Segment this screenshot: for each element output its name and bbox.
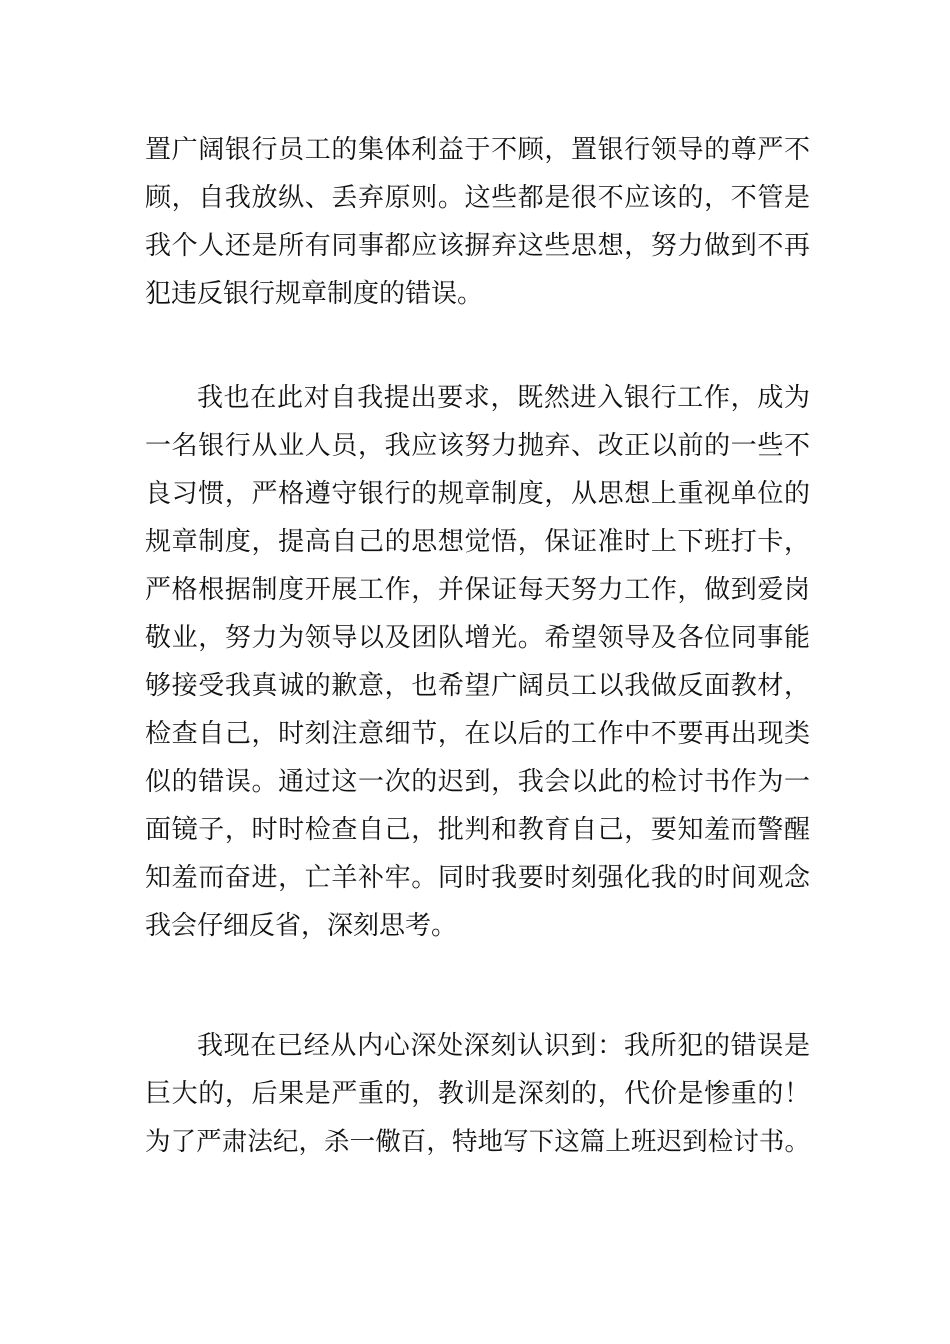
- paragraph-line: 我现在已经从内心深处深刻认识到：我所犯的错误是: [197, 1031, 810, 1061]
- paragraph-3: [145, 1022, 810, 1166]
- paragraph-2: [145, 374, 810, 950]
- paragraph-1: [145, 126, 810, 318]
- paragraph-line: 良习惯，严格遵守银行的规章制度，从思想上重视单位的: [145, 479, 810, 509]
- paragraph-line: 顾，自我放纵、丢弃原则。这些都是很不应该的，不管是: [145, 183, 810, 213]
- paragraph-line: 规章制度，提高自己的思想觉悟，保证准时上下班打卡，: [145, 527, 810, 557]
- paragraph-line: 严格根据制度开展工作，并保证每天努力工作，做到爱岗: [145, 575, 810, 605]
- paragraph-line: 似的错误。通过这一次的迟到，我会以此的检讨书作为一: [145, 767, 810, 797]
- paragraph-line: 置广阔银行员工的集体利益于不顾，置银行领导的尊严不: [145, 135, 810, 165]
- paragraph-line: 够接受我真诚的歉意，也希望广阔员工以我做反面教材，: [145, 671, 810, 701]
- paragraph-line: 知羞而奋进，亡羊补牢。同时我要时刻强化我的时间观念: [145, 863, 810, 893]
- paragraph-line: 我也在此对自我提出要求，既然进入银行工作，成为: [197, 383, 810, 413]
- paragraph-line: 为了严肃法纪，杀一儆百，特地写下这篇上班迟到检讨书。: [145, 1127, 810, 1157]
- paragraph-line: 一名银行从业人员，我应该努力抛弃、改正以前的一些不: [145, 431, 810, 461]
- paragraph-line: 巨大的，后果是严重的，教训是深刻的，代价是惨重的！: [145, 1079, 810, 1109]
- paragraph-line: 我会仔细反省，深刻思考。: [145, 911, 458, 941]
- paragraph-line: 犯违反银行规章制度的错误。: [145, 279, 484, 309]
- paragraph-line: 我个人还是所有同事都应该摒弃这些思想，努力做到不再: [145, 231, 810, 261]
- paragraph-line: 检查自己，时刻注意细节，在以后的工作中不要再出现类: [145, 719, 810, 749]
- paragraph-line: 敬业，努力为领导以及团队增光。希望领导及各位同事能: [145, 623, 810, 653]
- paragraph-line: 面镜子，时时检查自己，批判和教育自己，要知羞而警醒: [145, 815, 810, 845]
